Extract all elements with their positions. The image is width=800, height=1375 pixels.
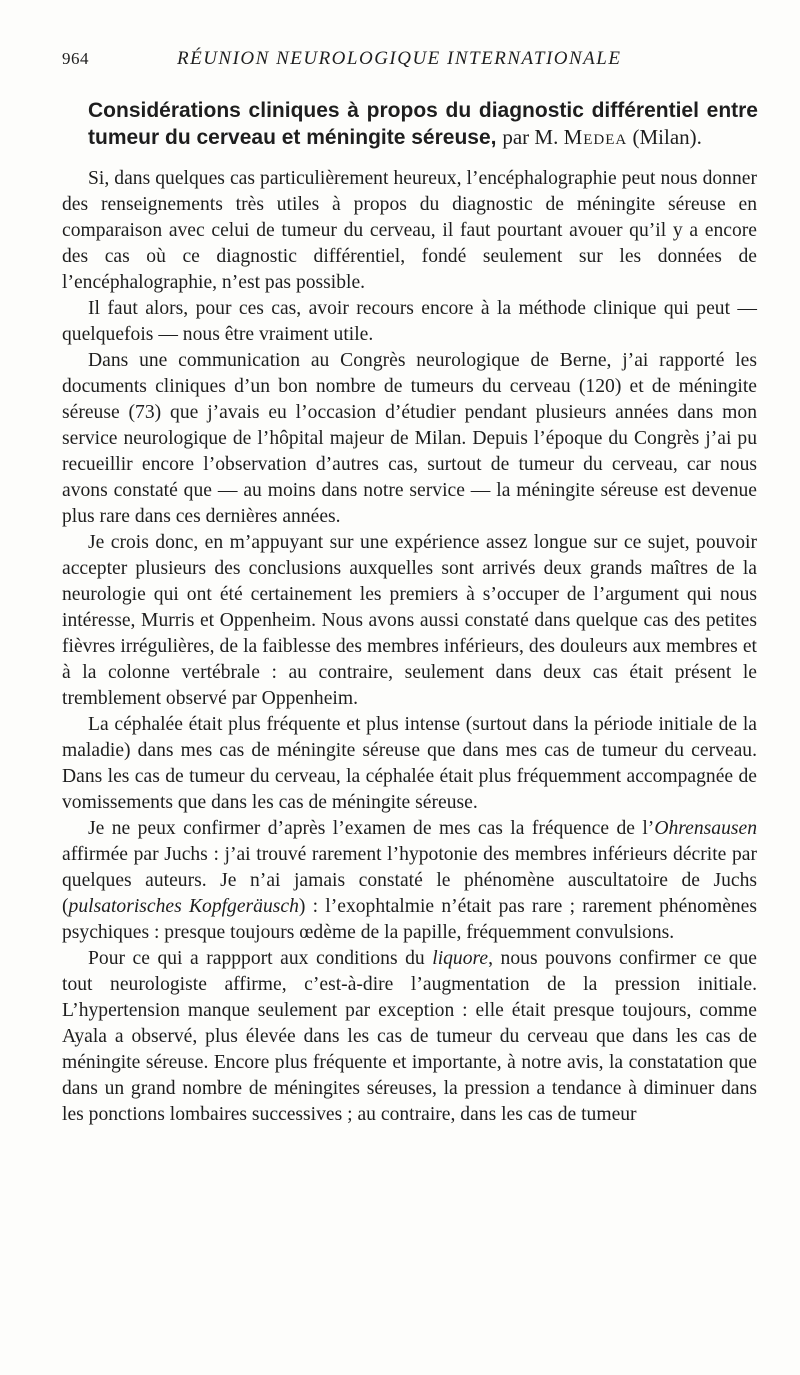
paragraph: Dans une communication au Congrès neurologique de Berne, j’ai rapporté les documents cliniques d’un bon nombre de tumeurs du cerveau (120) et de méningite séreuse (73) que j’avais eu l’occasion d’étudier pendant plusieurs années dans mon service neurologique de l’hôpital majeur de Milan. Depuis l’époque du Congrès j’ai pu recueillir encore l’observation d’autres cas, surtout de tumeur du cerveau, car nous avons constaté que — au moins dans notre service — la méningite séreuse est devenue plus rare dans ces dernières années. — [62, 350, 757, 527]
text-run: affirmée par Juchs : j’ai trouvé rarement l’hypotonie des membres inférieurs décrite par quelques auteurs. Je n’ai jamais constaté le phénomène auscultatoire de Juchs ( — [62, 844, 757, 917]
italic-term: Ohrensausen — [654, 818, 757, 839]
byline — [502, 125, 702, 149]
article-body — [62, 166, 757, 1128]
paragraph: Il faut alors, pour ces cas, avoir recours encore à la méthode clinique qui peut — quelquefois — nous être vraiment utile. — [62, 298, 757, 345]
paragraph — [62, 816, 757, 946]
text-run: ) : l’exophtalmie n’était pas rare ; rarement phénomènes psychiques : presque toujours œdème de la papille, fréquemment convulsions. — [62, 896, 758, 943]
article-title-block — [88, 97, 758, 151]
italic-term: liquore — [432, 948, 489, 969]
text-run: Je ne peux confirmer d’après l’examen de mes cas la fréquence de l’ — [88, 818, 655, 839]
paragraph: Je crois donc, en m’appuyant sur une expérience assez longue sur ce sujet, pouvoir accepter plusieurs des conclusions auxquelles sont arrivés deux grands maîtres de la neurologie qui ont été certainement les premiers à s’occuper de l’argument qui nous intéresse, Murris et Oppenheim. Nous avons aussi constaté dans quelque cas des petites fièvres irrégulières, de la faiblesse des membres inférieurs, des douleurs aux membres et à la colonne vertébrale : au contraire, seulement dans deux cas était présent le tremblement observé par Oppenheim. — [62, 532, 757, 709]
byline-prefix: par M. — [502, 125, 559, 149]
author-location: (Milan). — [632, 125, 702, 149]
author-name: Medea — [563, 125, 628, 149]
text-run: , nous pouvons confirmer ce que tout neurologiste affirme, c’est-à-dire l’augmentation de la pression initiale. L’hypertension manque seulement par exception : elle était presque toujours, comme Ayala a observé, plus élevée dans les cas de tumeur du cerveau que dans les cas de méningite séreuse. Encore plus fréquente et importante, à notre avis, la constatation que dans un grand nombre de méningites séreuses, la pression a tendance à diminuer dans les ponctions lombaires successives ; au contraire, dans les cas de tumeur — [62, 948, 757, 1125]
paragraph: Si, dans quelques cas particulièrement heureux, l’encéphalographie peut nous donner des renseignements très utiles à propos du diagnostic de méningite séreuse en comparaison avec celui de tumeur du cerveau, il faut pourtant avouer qu’il y a encore des cas où ce diagnostic différentiel, fondé seulement sur les données de l’encéphalographie, n’est pas possible. — [62, 168, 757, 293]
paragraph — [62, 946, 757, 1128]
italic-term: pulsatorisches Kopfgeräusch — [68, 896, 299, 917]
page-number: 964 — [62, 49, 89, 68]
text-run: Pour ce qui a rappport aux conditions du — [88, 948, 433, 969]
article-title: Considérations cliniques à propos du diagnostic différentiel entre tumeur du cerveau et méningite séreuse, — [88, 99, 758, 149]
running-title: RÉUNION NEUROLOGIQUE INTERNATIONALE — [177, 48, 622, 69]
paragraph: La céphalée était plus fréquente et plus intense (surtout dans la période initiale de la maladie) dans mes cas de méningite séreuse que dans mes cas de tumeur du cerveau. Dans les cas de tumeur du cerveau, la céphalée était plus fréquemment accompagnée de vomissements que dans les cas de méningite séreuse. — [62, 714, 757, 813]
running-header — [62, 46, 762, 76]
